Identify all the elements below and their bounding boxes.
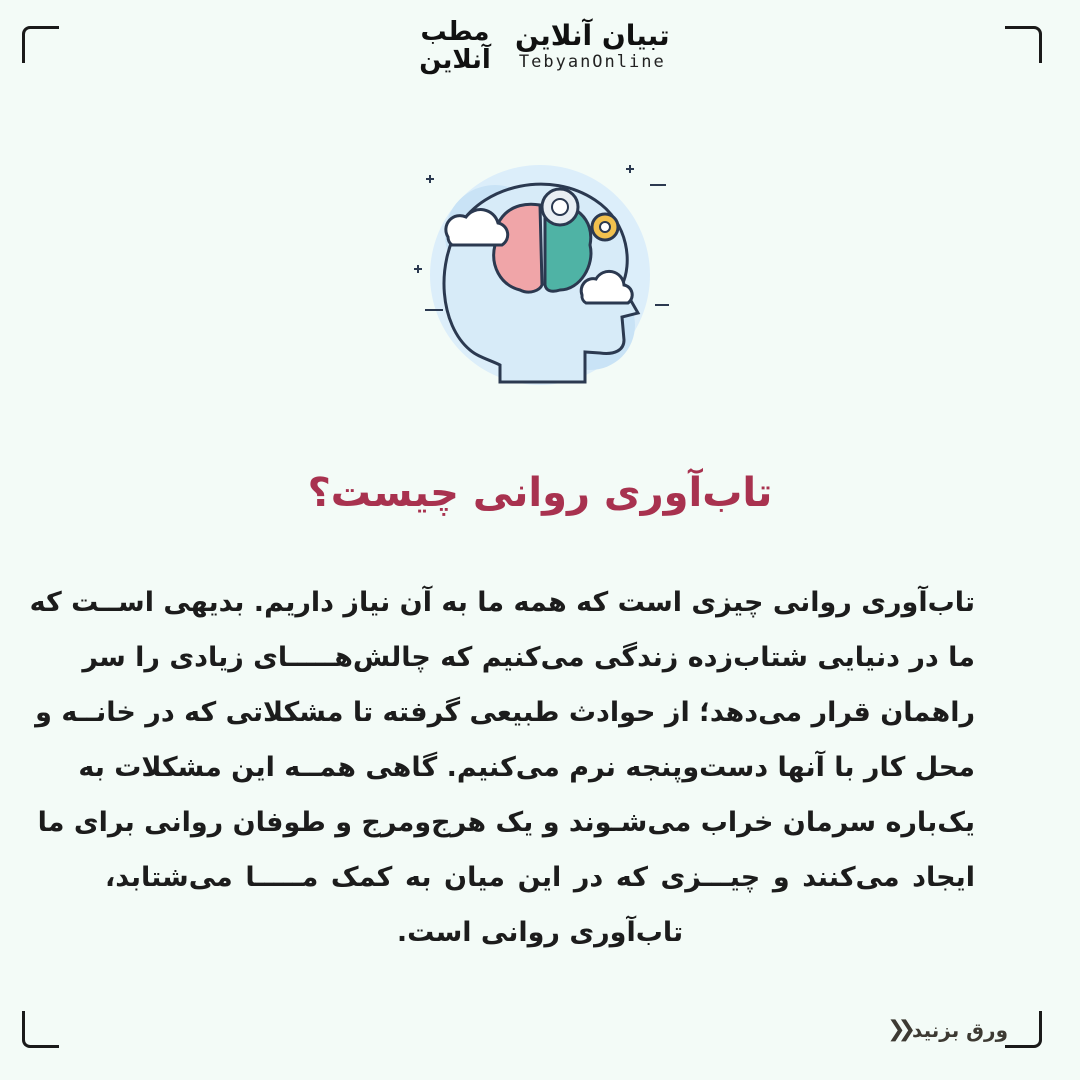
tebyan-logo-fa: تبیان آنلاین — [515, 19, 670, 52]
body-line: ایجاد می‌کنند و چیـــزی که در این میان به کمک مـــــا می‌شتابد، — [105, 862, 975, 893]
double-chevron-left-icon: ❮❮ — [887, 1017, 909, 1042]
body-line: محل کار با آنها دست‌وپنجه نرم می‌کنیم. گاهی همــه این مشکلات به — [78, 752, 975, 783]
body-line: ما در دنیایی شتاب‌زده زندگی می‌کنیم که چالش‌هـــــای زیادی را سر — [82, 642, 975, 673]
body-line: تاب‌آوری روانی است. — [396, 917, 684, 948]
tebyan-logo-en: TebyanOnline — [518, 52, 666, 72]
page-title: تاب‌آوری روانی چیست؟ — [307, 470, 773, 516]
frame-corner-top-left — [22, 26, 59, 63]
brain-head-illustration — [400, 145, 680, 405]
body-text — [29, 575, 975, 960]
body-line: تاب‌آوری روانی چیزی است که همه ما به آن نیاز داریم. بدیهی اســت که — [29, 587, 975, 618]
tebyan-online-logo — [515, 20, 670, 72]
body-line: راهمان قرار می‌دهد؛ از حوادث طبیعی گرفته تا مشکلاتی که در خانــه و — [35, 697, 975, 728]
swipe-next-hint[interactable] — [887, 1017, 1008, 1042]
header-logos — [415, 18, 670, 74]
frame-corner-bottom-right — [1005, 1011, 1042, 1048]
frame-corner-bottom-left — [22, 1011, 59, 1048]
motab-online-logo: مطب آنلاین — [419, 17, 491, 75]
body-line: یک‌باره سرمان خراب می‌شـوند و یک هرج‌ومرج و طوفان روانی برای ما — [37, 807, 975, 838]
swipe-label: ورق بزنید — [912, 1017, 1008, 1042]
frame-corner-top-right — [1005, 26, 1042, 63]
